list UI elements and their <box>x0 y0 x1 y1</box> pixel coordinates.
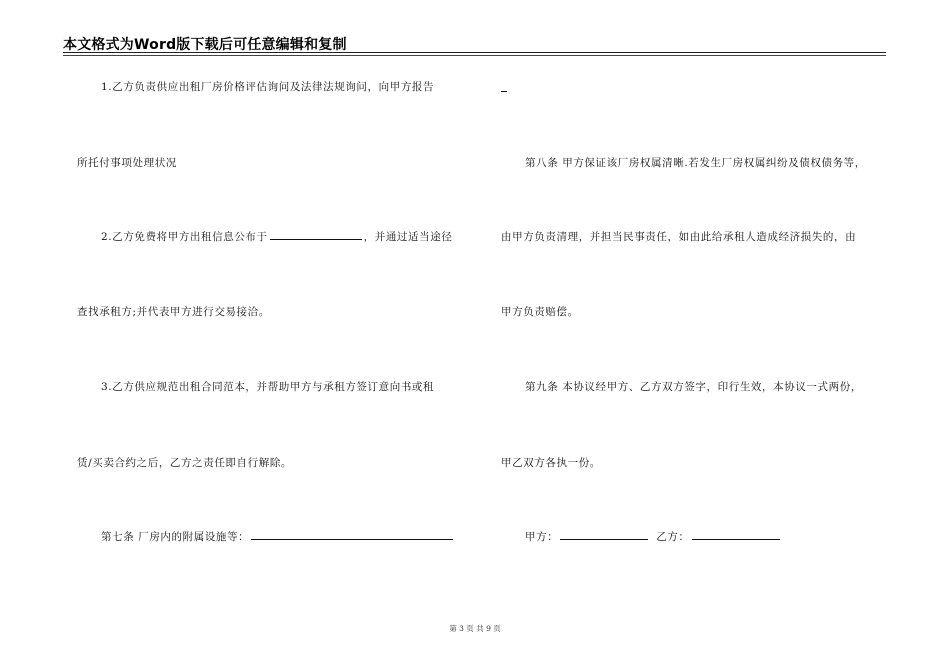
article-8-line-3: 甲方负责赔偿。 <box>501 306 579 318</box>
clause-1-line-2: 所托付事项处理状况 <box>77 157 177 169</box>
clause-2-line-1 <box>101 229 452 244</box>
article-7 <box>101 529 455 544</box>
clause-3-line-1: 3.乙方供应规范出租合同范本，并帮助甲方与承租方签订意向书或租 <box>101 381 435 393</box>
article-9-line-1: 第九条 本协议经甲方、乙方双方签字，印行生效，本协议一式两份， <box>525 381 862 393</box>
clause-2-pre: 2.乙方免费将甲方出租信息公布于 <box>101 231 268 243</box>
article-8-line-2: 由甲方负责清理，并担当民事责任，如由此给承租人造成经济损失的，由 <box>501 231 857 243</box>
publish-venue-blank <box>270 230 362 240</box>
facilities-blank <box>251 530 453 540</box>
clause-2-post: ，并通过适当途径 <box>363 231 453 243</box>
header-rule-thin <box>63 55 886 56</box>
article-9-line-2: 甲乙双方各执一份。 <box>501 457 601 469</box>
continuation-dash <box>501 91 507 92</box>
clause-3-line-2: 赁/买卖合约之后，乙方之责任即自行解除。 <box>77 457 293 469</box>
clause-2-line-2: 查找承租方;并代表甲方进行交易接洽。 <box>77 306 270 318</box>
header-rule <box>63 52 886 53</box>
party-b-label: 乙方： <box>656 531 690 543</box>
page-number: 第 3 页 共 9 页 <box>449 624 501 633</box>
party-a-label: 甲方： <box>525 531 559 543</box>
clause-1-line-1: 1.乙方负责供应出租厂房价格评估询问及法律法规询问，向甲方报告 <box>101 81 435 93</box>
article-8-line-1: 第八条 甲方保证该厂房权属清晰.若发生厂房权属纠纷及债权债务等， <box>525 157 866 169</box>
article-7-text: 第七条 厂房内的附属设施等： <box>101 531 250 543</box>
signature-line <box>525 529 782 544</box>
party-a-signature-blank <box>560 530 648 540</box>
document-banner: 本文格式为Word版下载后可任意编辑和复制 <box>63 37 347 53</box>
party-b-signature-blank <box>692 530 780 540</box>
